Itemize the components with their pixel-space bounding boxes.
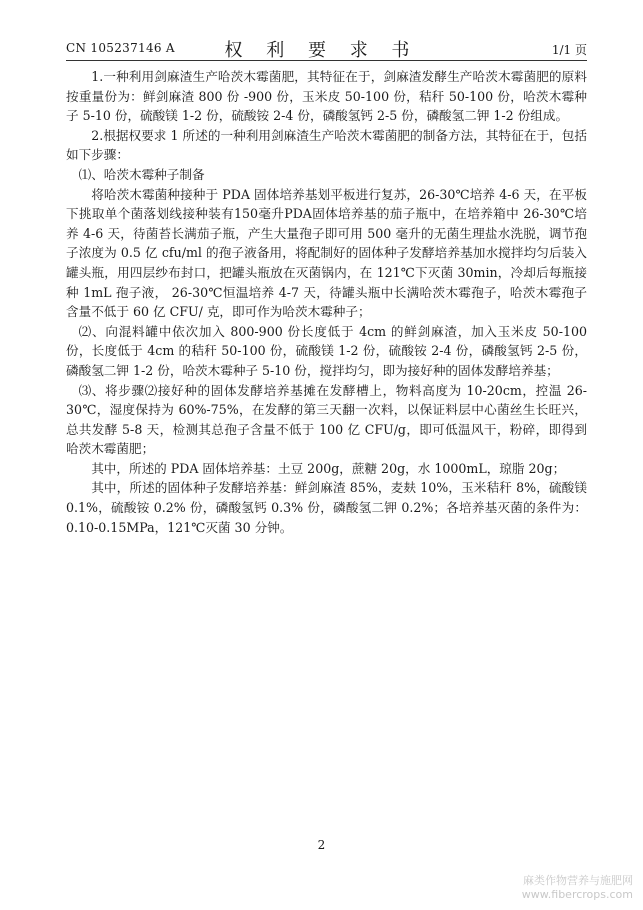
- header-divider: [66, 60, 587, 61]
- publication-number: CN 105237146 A: [66, 41, 175, 55]
- claim-2-intro: 2.根据权要求 1 所述的一种利用剑麻渣生产哈茨木霉菌肥的制备方法，其特征在于，包括如下步骤：: [66, 127, 587, 163]
- watermark-url: www.fibercrops.com: [521, 888, 633, 901]
- claims-body: [66, 67, 587, 537]
- note-seed-medium: 其中，所述的固体种子发酵培养基：鲜剑麻渣 85%，麦麸 10%，玉米秸秆 8%，硫酸镁 0.1%，硫酸铵 0.2% 份，磷酸氢钙 0.3% 份，磷酸氢二钾 0.2%；各培养基灭菌的条件为：0.10-0.15MPa，121℃灭菌 30 分钟。: [66, 480, 587, 535]
- watermark-name: 麻类作物营养与施肥网: [523, 874, 633, 887]
- step-2: ⑵、向混料罐中依次加入 800-900 份长度低于 4cm 的鲜剑麻渣，加入玉米皮 50-100 份，长度低于 4cm 的秸秆 50-100 份，硫酸镁 1-2 份，硫酸铵 2-4 份，磷酸氢钙 2-5 份，磷酸氢二钾 1-2 份，哈茨木霉种子 5-10 份，搅拌均匀，即为接好种的固体发酵培养基；: [66, 323, 587, 378]
- page-indicator: 1/1 页: [551, 43, 587, 57]
- page-title: 权 利 要 求 书: [224, 40, 419, 61]
- step-1-title: ⑴、哈茨木霉种子制备: [78, 166, 205, 182]
- step-1-body: 将哈茨木霉菌种接种于 PDA 固体培养基划平板进行复苏，26-30℃培养 4-6 天，在平板下挑取单个菌落划线接种装有150毫升PDA固体培养基的茄子瓶中，在培养箱中 26-30℃培养 4-6 天，待菌苔长满茄子瓶，产生大量孢子即可用 500 毫升的无菌生理盐水洗脱，调节孢子浓度为 0.5 亿 cfu/ml 的孢子液备用，将配制好的固体种子发酵培养基加水搅拌均匀后装入罐头瓶，用四层纱布封口，把罐头瓶放在灭菌锅内，在 121℃下灭菌 30min，冷却后每瓶接种 1mL 孢子液， 26-30℃恒温培养 4-7 天，待罐头瓶中长满哈茨木霉孢子，哈茨木霉孢子含量不低于 60 亿 CFU/ 克，即可作为哈茨木霉种子；: [66, 186, 587, 320]
- step-3: ⑶、将步骤⑵接好种的固体发酵培养基摊在发酵槽上，物料高度为 10-20cm，控温 26-30℃，湿度保持为 60%-75%，在发酵的第三天翻一次料，以保证料层中心菌丝生长旺兴，总共发酵 5-8 天，检测其总孢子含量不低于 100 亿 CFU/g，即可低温风干，粉碎，即得到哈茨木霉菌肥；: [66, 382, 587, 457]
- note-pda-medium: 其中，所述的 PDA 固体培养基：土豆 200g，蔗糖 20g，水 1000mL，琼脂 20g；: [91, 460, 566, 476]
- watermark: [522, 874, 633, 902]
- claim-1: 1.一种利用剑麻渣生产哈茨木霉菌肥，其特征在于，剑麻渣发酵生产哈茨木霉菌肥的原料按重量份为：鲜剑麻渣 800 份 -900 份，玉米皮 50-100 份，秸秆 50-100 份，哈茨木霉种子 5-10 份，硫酸镁 1-2 份，硫酸铵 2-4 份，磷酸氢钙 2-5 份，磷酸氢二钾 1-2 份组成。: [66, 69, 587, 124]
- page-number: 2: [317, 838, 326, 852]
